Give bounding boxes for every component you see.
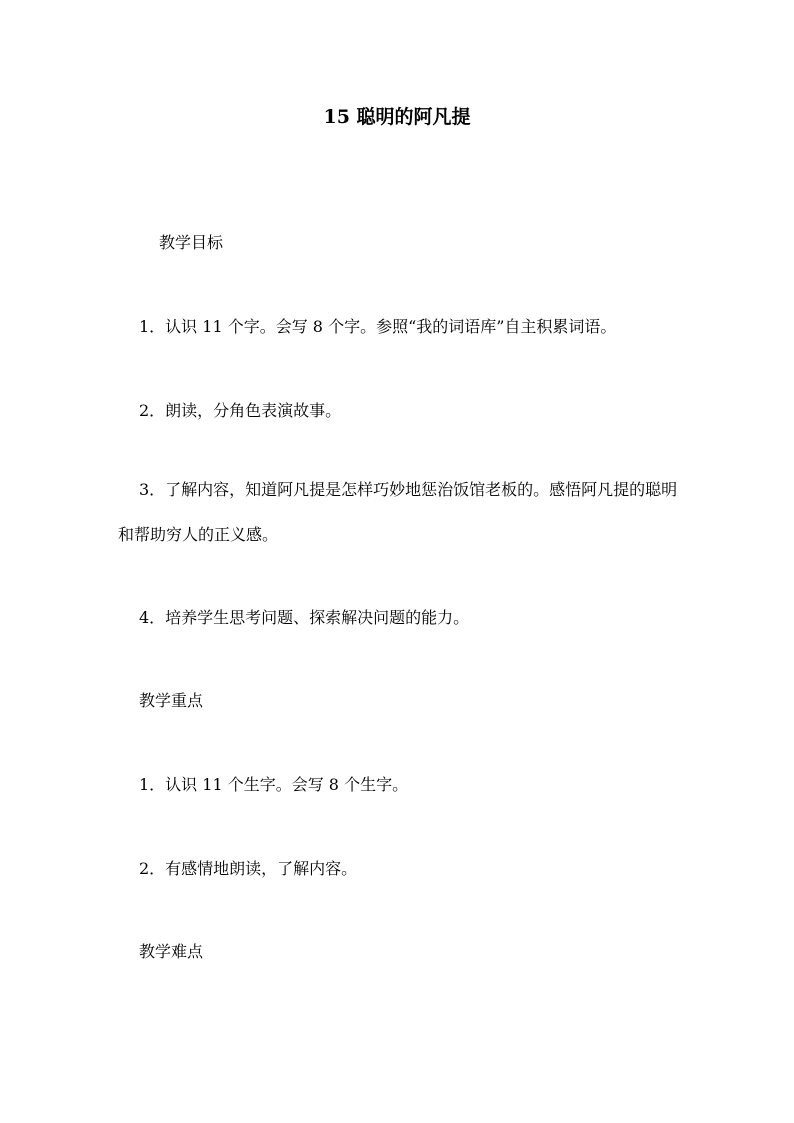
goal-item-1: 1．认识 11 个字。会写 8 个字。参照“我的词语库”自主积累词语。	[139, 317, 617, 336]
difficulties-heading: 教学难点	[139, 942, 204, 961]
goal-item-2: 2．朗读，分角色表演故事。	[139, 401, 342, 420]
key-point-item-1: 1．认识 11 个生字。会写 8 个生字。	[139, 775, 409, 794]
document-title: 15 聪明的阿凡提	[323, 106, 471, 128]
goal-item-3: 3．了解内容，知道阿凡提是怎样巧妙地惩治饭馆老板的。感悟阿凡提的聪明和帮助穷人的正义感。	[118, 480, 678, 544]
goal-item-4: 4．培养学生思考问题、探索解决问题的能力。	[139, 608, 470, 627]
goals-heading: 教学目标	[159, 233, 224, 252]
key-points-heading: 教学重点	[139, 691, 204, 710]
key-point-item-2: 2．有感情地朗读，了解内容。	[139, 859, 358, 878]
